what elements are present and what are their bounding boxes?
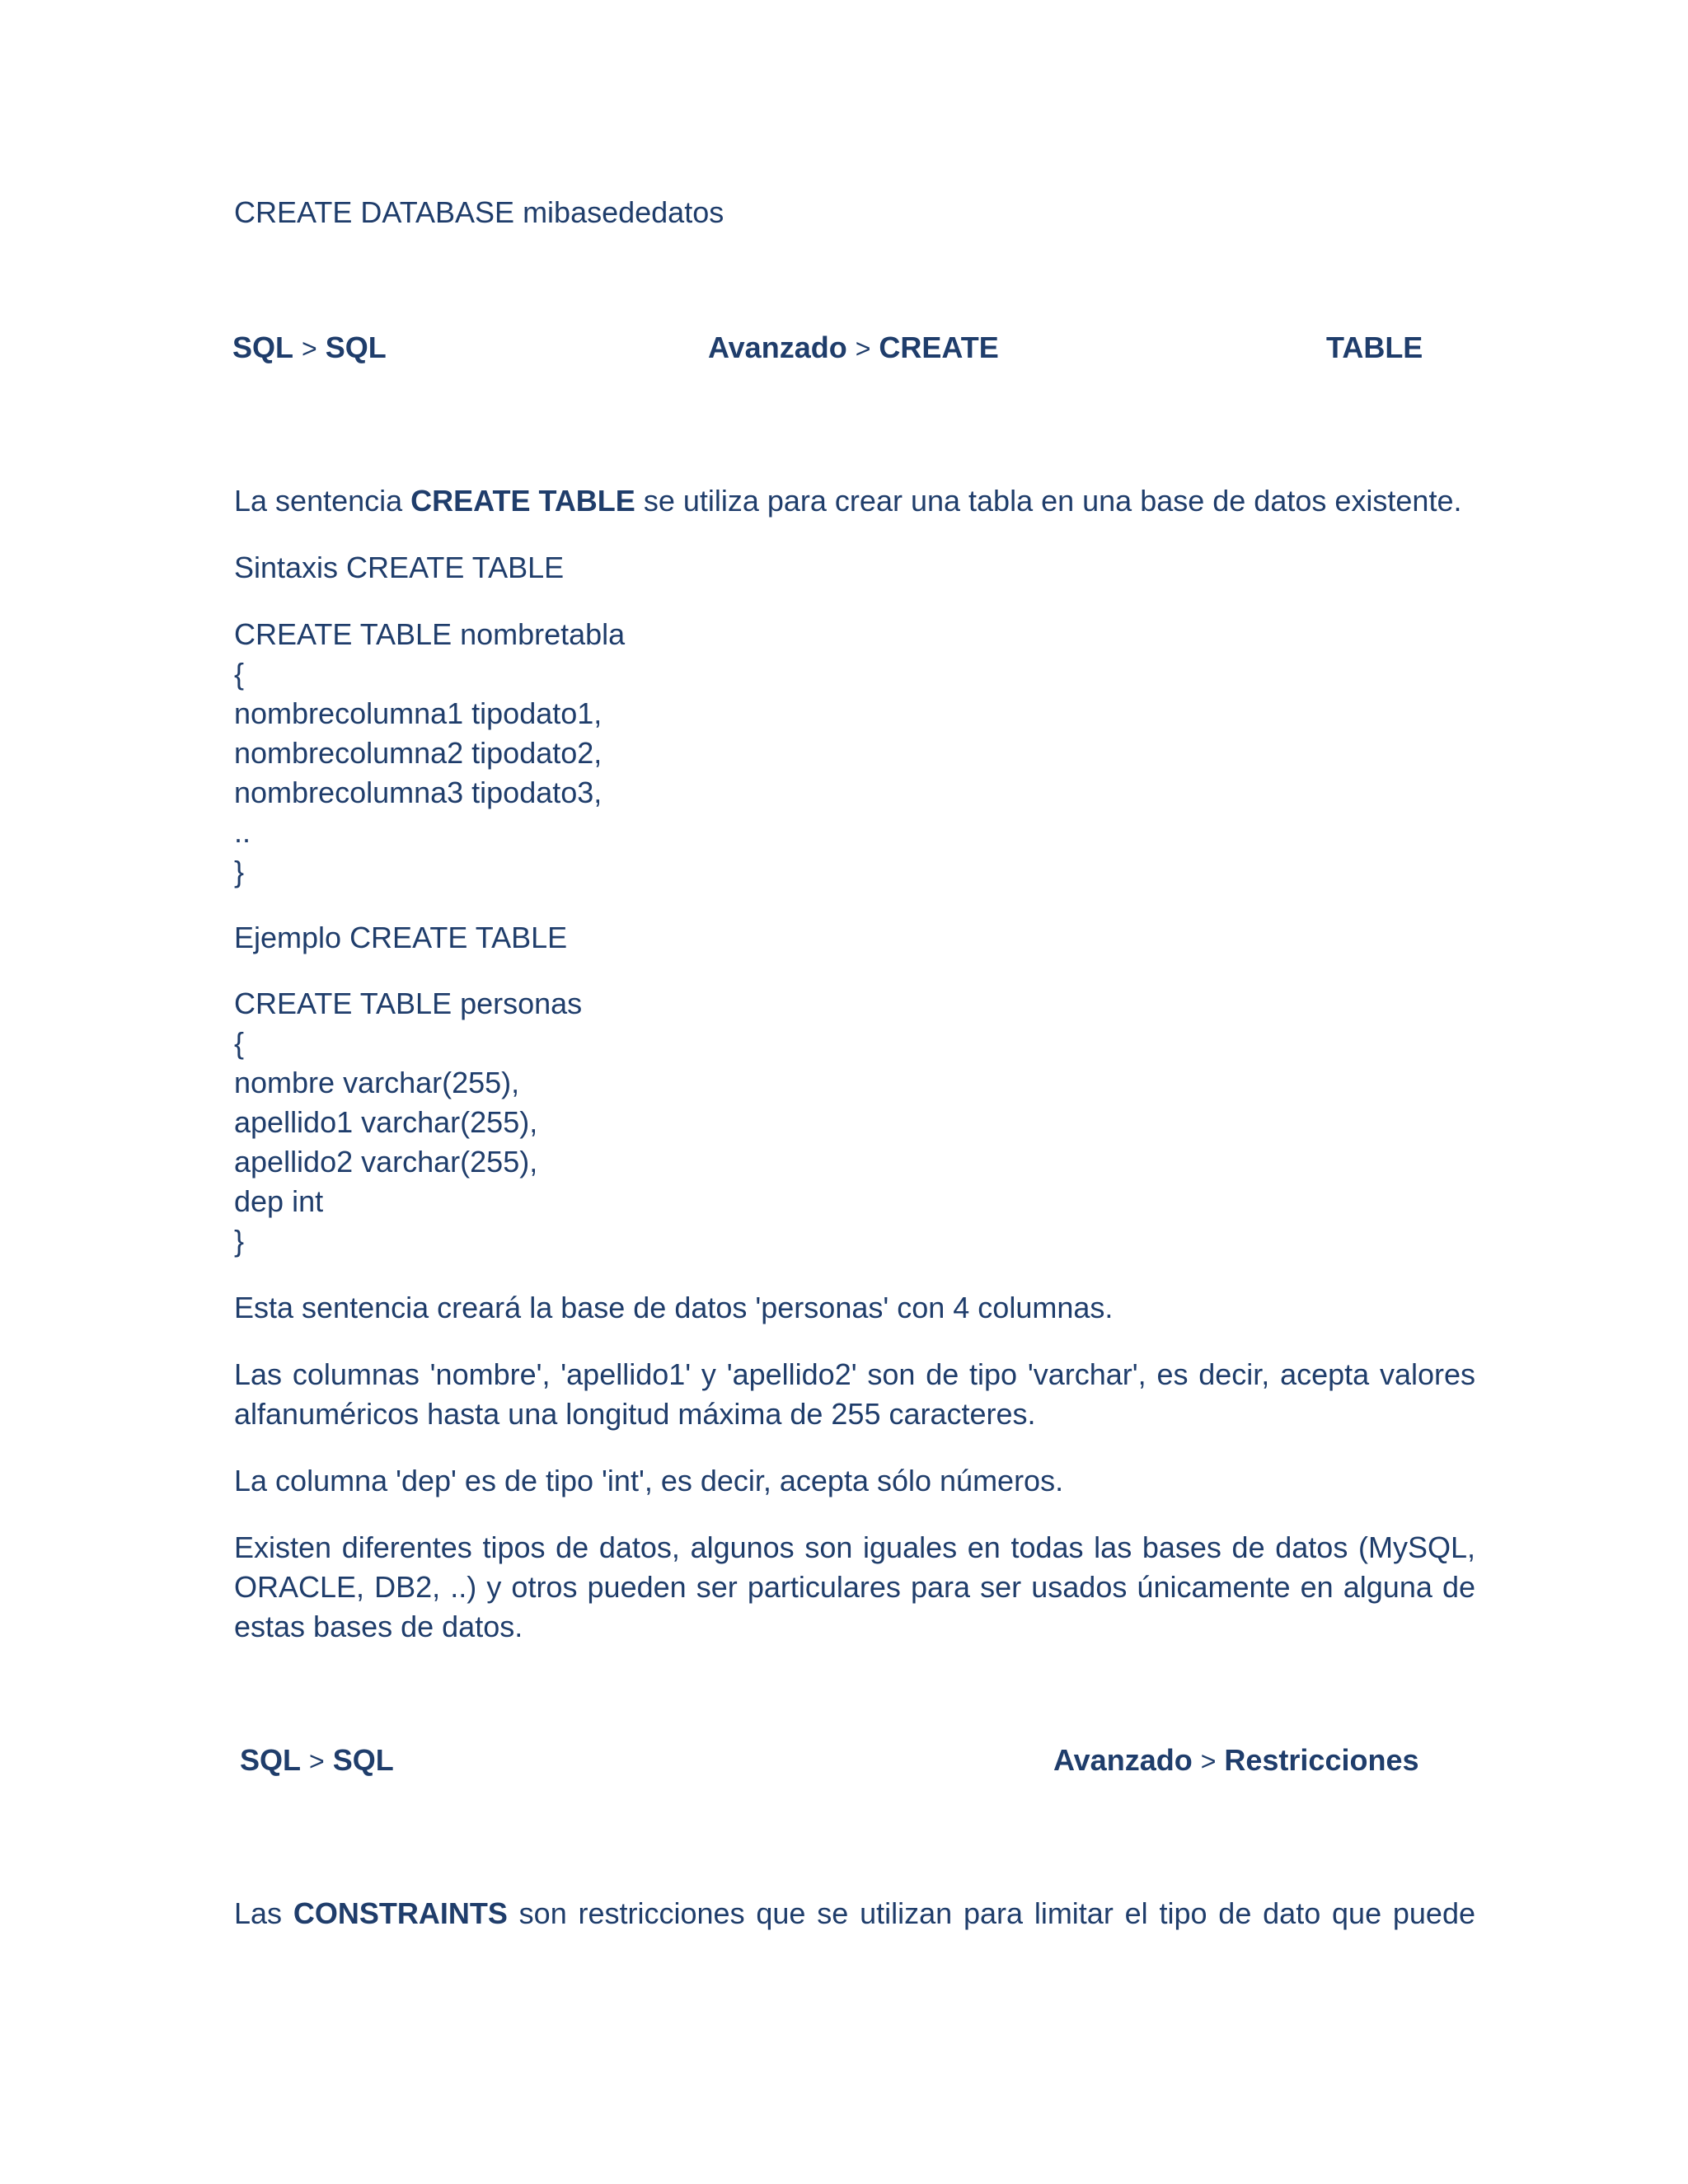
example-code-block xyxy=(234,984,582,1261)
code-line: dep int xyxy=(234,1184,324,1218)
breadcrumb-sql-b[interactable]: SQL xyxy=(332,1743,394,1777)
intro-post: se utiliza para crear una tabla en una base de datos existente. xyxy=(635,484,1462,518)
breadcrumb-separator: > xyxy=(302,334,317,363)
breadcrumb-avanzado-create[interactable] xyxy=(708,328,999,368)
create-database-line: CREATE DATABASE mibasededatos xyxy=(234,195,724,229)
breadcrumb-separator: > xyxy=(309,1746,325,1776)
code-line: nombre varchar(255), xyxy=(234,1066,520,1099)
breadcrumb-sql-a[interactable]: SQL xyxy=(232,330,294,364)
paragraph-varchar: Las columnas 'nombre', 'apellido1' y 'apellido2' son de tipo 'varchar', es decir, acepta valores alfanuméricos hasta una longitud máxima de 255 caracteres. xyxy=(234,1357,1475,1431)
code-line: apellido2 varchar(255), xyxy=(234,1145,538,1179)
breadcrumb-create[interactable]: CREATE xyxy=(879,330,999,364)
breadcrumb-avanzado[interactable]: Avanzado xyxy=(708,330,847,364)
code-line: } xyxy=(234,1224,245,1258)
code-line: nombrecolumna2 tipodato2, xyxy=(234,736,603,770)
code-line: nombrecolumna1 tipodato1, xyxy=(234,696,603,730)
example-title: Ejemplo CREATE TABLE xyxy=(234,921,568,954)
breadcrumb-avanzado-restricciones[interactable] xyxy=(1053,1741,1419,1781)
paragraph-columns-count: Esta sentencia creará la base de datos 'personas' con 4 columnas. xyxy=(234,1291,1114,1324)
breadcrumb-separator: > xyxy=(855,334,871,363)
code-line: { xyxy=(234,1026,245,1060)
paragraph-datatypes: Existen diferentes tipos de datos, algunos son iguales en todas las bases de datos (MySQL, ORACLE, DB2, ..) y otros pueden ser particulares para ser usados únicamente en alguna de estas bases de datos. xyxy=(234,1530,1475,1643)
code-line: } xyxy=(234,855,245,888)
breadcrumb-sql-a[interactable]: SQL xyxy=(240,1743,302,1777)
intro-paragraph xyxy=(234,481,1461,521)
breadcrumb-avanzado[interactable]: Avanzado xyxy=(1053,1743,1193,1777)
intro-keyword: CREATE TABLE xyxy=(410,484,635,518)
breadcrumb-sql-b[interactable]: SQL xyxy=(325,330,387,364)
constraints-pre: Las xyxy=(234,1896,293,1930)
syntax-title: Sintaxis CREATE TABLE xyxy=(234,551,565,584)
breadcrumb-restricciones[interactable]: Restricciones xyxy=(1224,1743,1419,1777)
syntax-code-block xyxy=(234,615,625,892)
code-line: nombrecolumna3 tipodato3, xyxy=(234,776,603,809)
code-line: CREATE TABLE personas xyxy=(234,987,583,1020)
code-line: apellido1 varchar(255), xyxy=(234,1105,538,1139)
breadcrumb-table[interactable]: TABLE xyxy=(1326,330,1423,364)
breadcrumb-sql-sql[interactable] xyxy=(232,328,387,368)
breadcrumb-separator: > xyxy=(1200,1746,1217,1776)
code-line: .. xyxy=(234,815,251,849)
code-line: CREATE TABLE nombretabla xyxy=(234,617,626,651)
code-line: { xyxy=(234,657,245,691)
constraints-paragraph xyxy=(234,1894,1475,1933)
breadcrumb-sql-sql-2[interactable] xyxy=(240,1741,394,1781)
constraints-post: son restricciones que se utilizan para limitar el tipo de dato que puede xyxy=(507,1896,1476,1930)
constraints-keyword: CONSTRAINTS xyxy=(293,1896,508,1930)
intro-pre: La sentencia xyxy=(234,484,411,518)
paragraph-int: La columna 'dep' es de tipo 'int', es decir, acepta sólo números. xyxy=(234,1464,1064,1497)
